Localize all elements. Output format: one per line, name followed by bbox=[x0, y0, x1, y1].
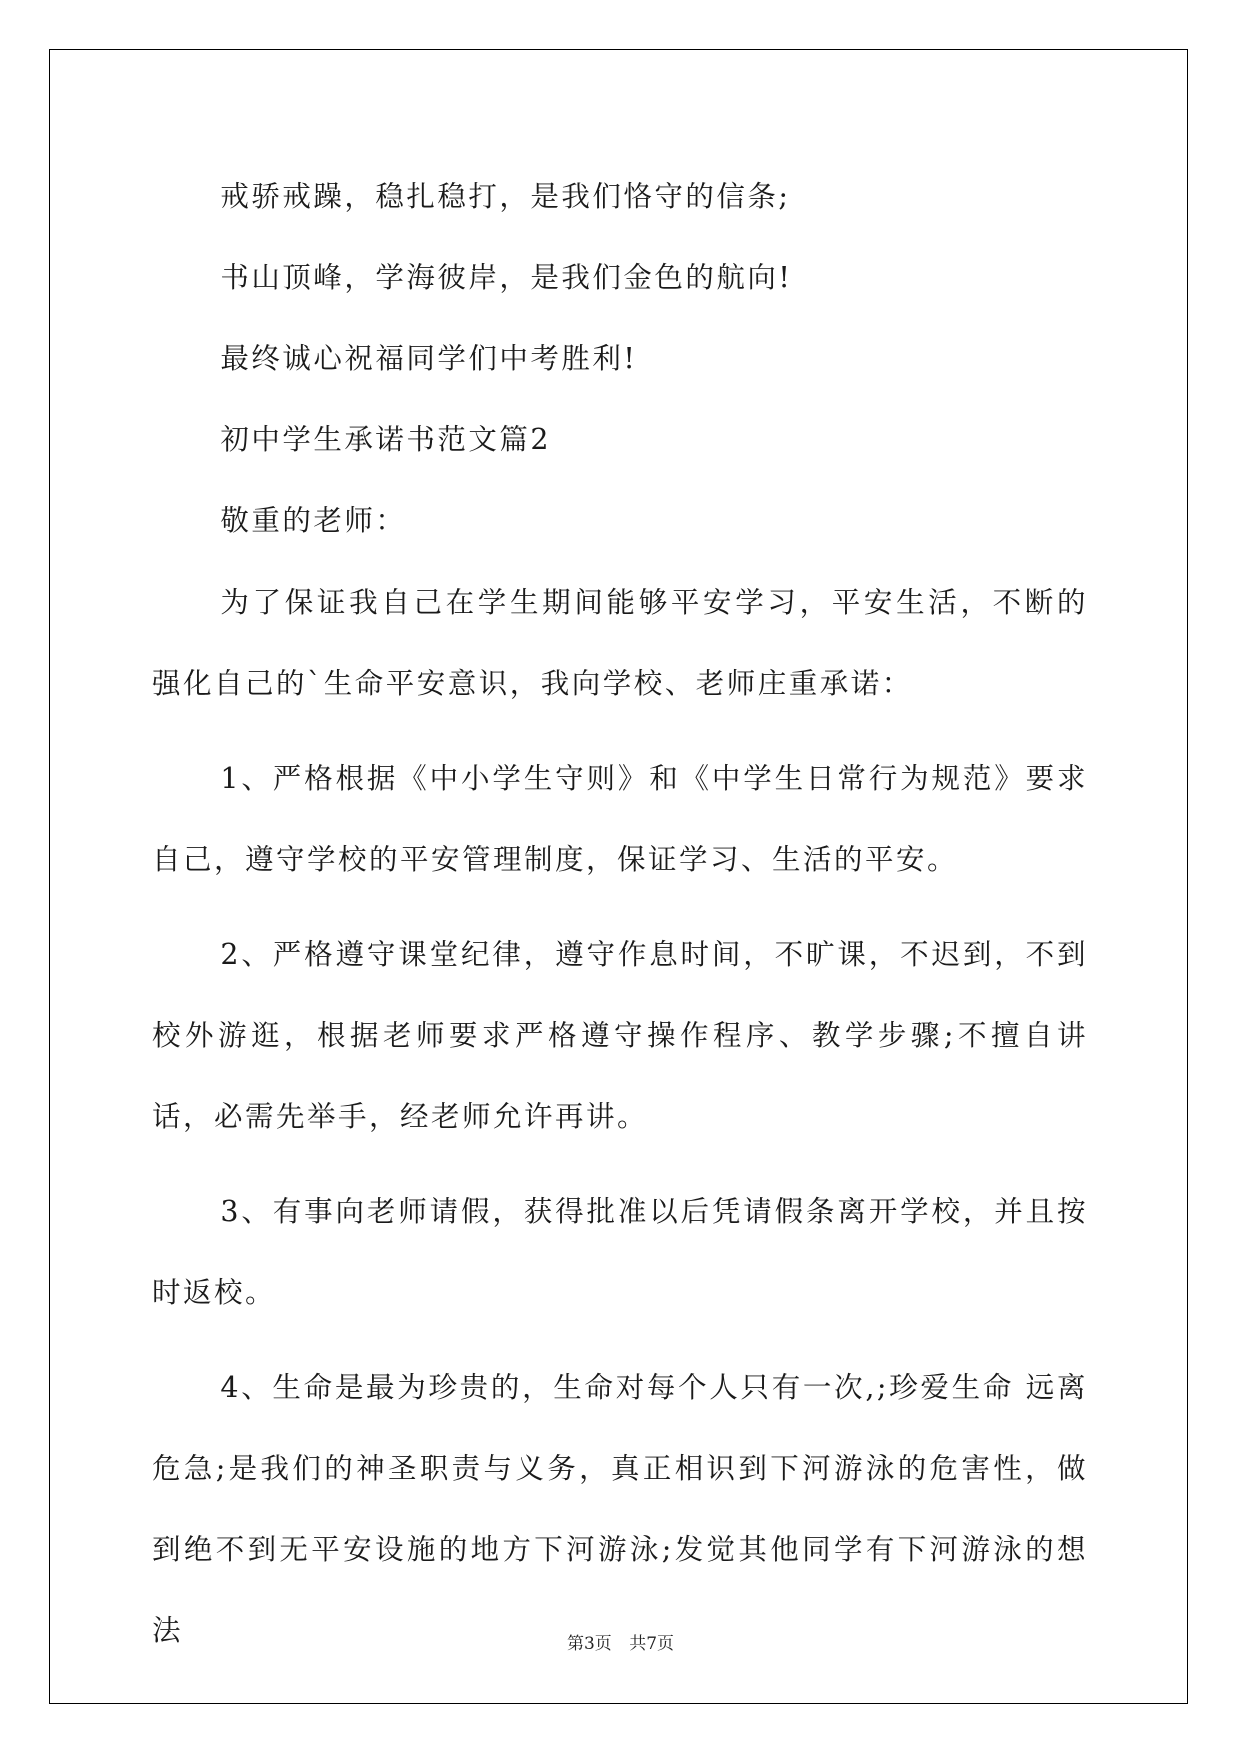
paragraph-motto-2: 书山顶峰，学海彼岸，是我们金色的航向! bbox=[220, 261, 793, 294]
section-title: 初中学生承诺书范文篇2 bbox=[220, 423, 552, 456]
page-footer bbox=[0, 1629, 1241, 1654]
document-body bbox=[152, 170, 1088, 1698]
page-total: 共7页 bbox=[629, 1634, 675, 1654]
paragraph-item-1: 1、严格根据《中小学生守则》和《中学生日常行为规范》要求自己，遵守学校的平安管理制度，保证学习、生活的平安。 bbox=[152, 762, 1088, 876]
paragraph-blessing: 最终诚心祝福同学们中考胜利! bbox=[220, 342, 638, 375]
salutation: 敬重的老师： bbox=[220, 504, 407, 537]
paragraph-intro: 为了保证我自己在学生期间能够平安学习，平安生活，不断的强化自己的`生命平安意识，我向学校、老师庄重承诺： bbox=[152, 586, 1088, 700]
paragraph-item-4: 4、生命是最为珍贵的，生命对每个人只有一次,;珍爱生命 远离危急;是我们的神圣职责与义务，真正相识到下河游泳的危害性，做到绝不到无平安设施的地方下河游泳;发觉其他同学有下河游泳的想法 bbox=[152, 1371, 1088, 1647]
paragraph-item-2: 2、严格遵守课堂纪律，遵守作息时间，不旷课，不迟到，不到校外游逛，根据老师要求严格遵守操作程序、教学步骤;不擅自讲话，必需先举手，经老师允许再讲。 bbox=[152, 938, 1088, 1133]
paragraph-item-3: 3、有事向老师请假，获得批准以后凭请假条离开学校，并且按时返校。 bbox=[152, 1195, 1088, 1309]
page-number: 第3页 bbox=[566, 1634, 612, 1654]
paragraph-motto-1: 戒骄戒躁，稳扎稳打，是我们恪守的信条; bbox=[220, 180, 791, 213]
